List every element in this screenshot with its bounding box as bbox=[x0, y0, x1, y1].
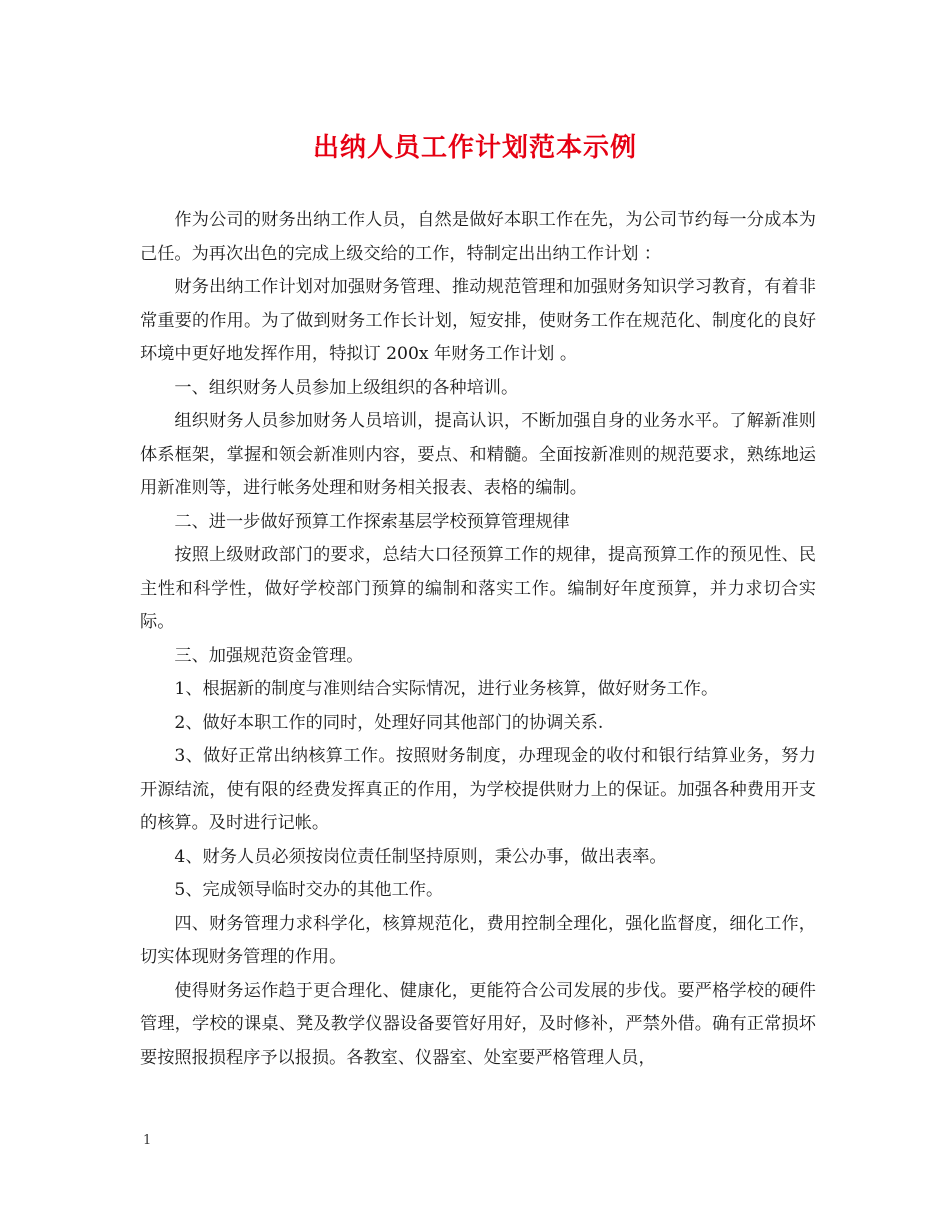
paragraph-budget: 按照上级财政部门的要求，总结大口径预算工作的规律，提高预算工作的预见性、民主性和科学性，做好学校部门预算的编制和落实工作。编制好年度预算，并力求切合实际。 bbox=[140, 545, 816, 632]
section-heading-funds: 三、加强规范资金管理。 bbox=[174, 645, 364, 666]
list-item-4: 4、财务人员必须按岗位责任制坚持原则，秉公办事，做出表率。 bbox=[174, 846, 667, 867]
list-item-3: 3、做好正常出纳核算工作。按照财务制度，办理现金的收付和银行结算业务，努力开源结流，使有限的经费发挥真正的作用，为学校提供财力上的保证。加强各种费用开支的核算。及时进行记帐。 bbox=[140, 746, 816, 833]
paragraph-intro: 作为公司的财务出纳工作人员，自然是做好本职工作在先，为公司节约每一分成本为己任。为再次出色的完成上级交给的工作，特制定出出纳工作计划 ： bbox=[140, 210, 816, 264]
paragraph-importance: 财务出纳工作计划对加强财务管理、推动规范管理和加强财务知识学习教育，有着非常重要的作用。为了做到财务工作长计划，短安排，使财务工作在规范化、制度化的良好环境中更好地发挥作用，特拟订 200x 年财务工作计划 。 bbox=[140, 277, 816, 364]
section-heading-budget: 二、进一步做好预算工作探索基层学校预算管理规律 bbox=[174, 511, 570, 532]
document-body bbox=[140, 204, 816, 1075]
list-item-1: 1、根据新的制度与准则结合实际情况，进行业务核算，做好财务工作。 bbox=[174, 679, 719, 699]
list-item-2: 2、做好本职工作的同时，处理好同其他部门的协调关系. bbox=[174, 712, 604, 733]
page-number: 1 bbox=[143, 1133, 152, 1148]
section-heading-training: 一、组织财务人员参加上级组织的各种培训。 bbox=[174, 377, 519, 398]
section-heading-management: 四、财务管理力求科学化，核算规范化，费用控制全理化，强化监督度，细化工作，切实体现财务管理的作用。 bbox=[140, 913, 816, 967]
list-item-5: 5、完成领导临时交办的其他工作。 bbox=[174, 880, 444, 900]
paragraph-training: 组织财务人员参加财务人员培训，提高认识，不断加强自身的业务水平。了解新准则体系框架，掌握和领会新准则内容，要点、和精髓。全面按新准则的规范要求，熟练地运用新准则等，进行帐务处理和财务相关报表、表格的编制。 bbox=[140, 411, 816, 498]
document-title: 出纳人员工作计划范本示例 bbox=[312, 133, 637, 163]
paragraph-management: 使得财务运作趋于更合理化、健康化，更能符合公司发展的步伐。要严格学校的硬件管理，学校的课桌、凳及教学仪器设备要管好用好，及时修补，严禁外借。确有正常损坏要按照报损程序予以报损。各教室、仪器室、处室要严格管理人员， bbox=[140, 980, 816, 1068]
